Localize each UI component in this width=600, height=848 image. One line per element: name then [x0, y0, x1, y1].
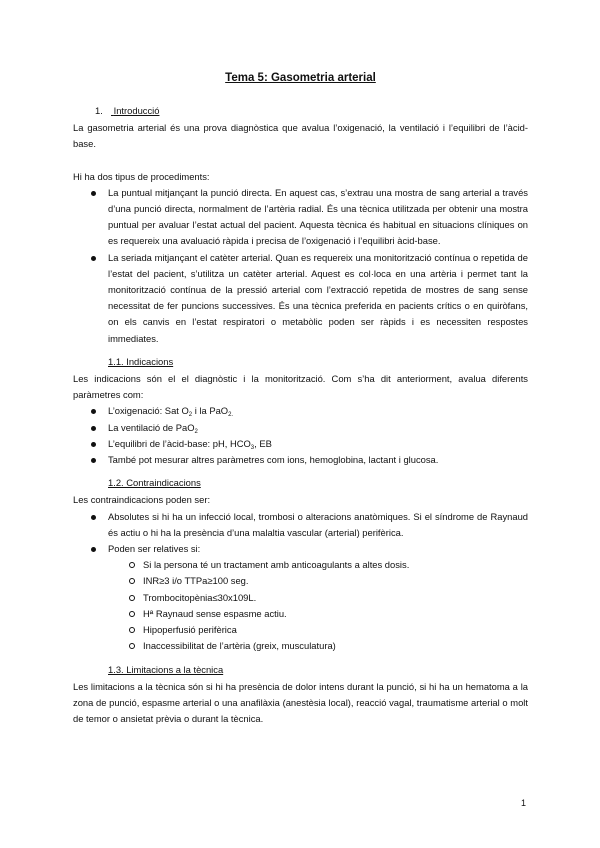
subsection-heading-limitations: 1.3. Limitacions a la tècnica [108, 663, 224, 675]
bullet-icon [91, 256, 96, 261]
list-item: Poden ser relatives si: [73, 541, 528, 557]
circle-bullet-icon [129, 595, 135, 601]
subsection-heading-contraindications: 1.2. Contraindicacions [108, 477, 201, 489]
subsection-heading-indications: 1.1. Indicacions [108, 355, 174, 367]
circle-bullet-icon [129, 627, 135, 633]
indications-paragraph: Les indicacions són el el diagnòstic i la monitorització. Com s’ha dit anteriorment, avalua diferents paràmetres com: [73, 373, 528, 401]
list-item: INR≥3 i/o TTPa≥100 seg. [73, 573, 528, 589]
relative-contraindications-list [73, 557, 528, 654]
list-item: La ventilació de PaO$_2$ [73, 420, 528, 436]
intro-paragraph: La gasometria arterial és una prova diagnòstica que avalua l’oxigenació, la ventilació i l’equilibri de l’àcid-base. [73, 122, 528, 150]
circle-bullet-icon [129, 562, 135, 568]
bullet-icon [91, 191, 96, 196]
contraindications-list [73, 509, 528, 558]
list-item: Si la persona té un tractament amb anticoagulants a altes dosis. [73, 557, 528, 573]
list-item: Hipoperfusió perifèrica [73, 622, 528, 638]
circle-bullet-icon [129, 611, 135, 617]
list-item: La seriada mitjançant el catèter arterial. Quan es requereix una monitorització contínua o repetida de l’estat del pacient, s’utilitza un catèter arterial. Aquest es col·loca en una artèria i permet tant la monitorització contínua de la pressió arterial com l’extracció repetida de mostres de sang sense necessitat de fer puncions successives. És una tècnica preferida en pacients crítics o en quiròfans, on els canvis en l’estat respiratori o metabòlic poden ser ràpids i es necessiten respostes immediates. [73, 250, 528, 347]
bullet-icon [91, 442, 96, 447]
page-number: 1 [521, 798, 527, 808]
contraindications-lead: Les contraindicacions poden ser: [73, 494, 211, 506]
section-heading-introduction [95, 103, 528, 119]
list-item: L’equilibri de l’àcid-base: pH, $HCO_3$, EB [73, 436, 528, 452]
procedure-types-lead: Hi ha dos tipus de procediments: [73, 170, 210, 182]
list-item: Inaccessibilitat de l’artèria (greix, musculatura) [73, 638, 528, 654]
indications-list [73, 403, 528, 468]
bullet-icon [91, 409, 96, 414]
list-item: L’oxigenació: Sat $O_2$ i la PaO$_{2.}$ [73, 403, 528, 419]
list-item: La puntual mitjançant la punció directa. En aquest cas, s’extrau una mostra de sang arterial a través d’una punció directa, normalment de l’artèria radial. És una tècnica utilitzada per obtenir una mostra puntual per avaluar l’estat actual del pacient. Aquesta tècnica és habitual en situacions clíniques on es requereix una avaluació ràpida i precisa de l’oxigenació i l’equilibri àcid-base. [73, 185, 528, 250]
bullet-icon [91, 458, 96, 463]
list-item: Absolutes si hi ha un infecció local, trombosi o alteracions anatòmiques. Si el síndrome de Raynaud és actiu o hi ha la presència d’una malaltia vascular (arterial) perifèrica. [73, 509, 528, 541]
limitations-paragraph: Les limitacions a la tècnica són si hi ha presència de dolor intens durant la punció, si hi ha un hematoma a la zona de punció, espasme arterial o una anafilàxia (anestèsia local), reacció vagal, traumatisme arterial o molt de temor o ansietat prèvia o durant la tècnica. [73, 680, 528, 725]
list-item: També pot mesurar altres paràmetres com ions, hemoglobina, lactant i glucosa. [73, 452, 528, 468]
procedure-types-list [73, 185, 528, 347]
section-number: 1. [95, 105, 103, 116]
document-title: Tema 5: Gasometria arterial [225, 72, 376, 84]
circle-bullet-icon [129, 643, 135, 649]
document-page [73, 70, 528, 727]
bullet-icon [91, 515, 96, 520]
section-title: Introducció [113, 105, 160, 116]
bullet-icon [91, 426, 96, 431]
list-item: Trombocitopènia≤30x109L. [73, 590, 528, 606]
list-item: Hª Raynaud sense espasme actiu. [73, 606, 528, 622]
circle-bullet-icon [129, 578, 135, 584]
bullet-icon [91, 547, 96, 552]
